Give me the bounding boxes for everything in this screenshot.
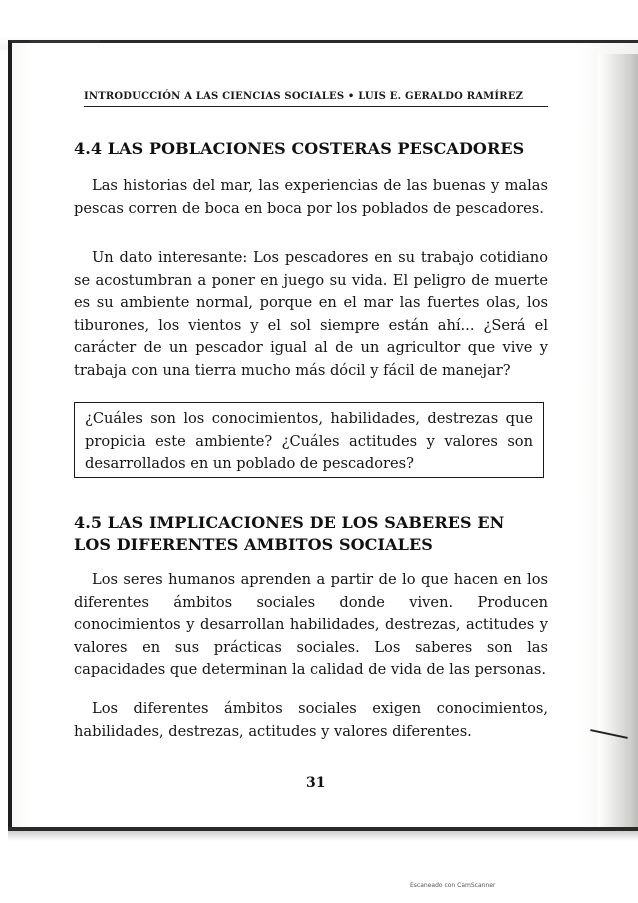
scanner-watermark: Escaneado con CamScanner [410, 882, 496, 889]
page-curl-shadow [598, 54, 638, 830]
section-4-4-paragraph-2: Un dato interesante: Los pescadores en su trabajo cotidiano se acostumbran a poner en juego su vida. El peligro de muerte es su ambiente normal, porque en el mar las fuertes olas, los tiburones, los vientos y el sol siempre están ahí... ¿Será el carácter de un pescador igual al de un agricultor que vive y trabaja con una tierra mucho más dócil y fácil de manejar? [74, 249, 548, 379]
section-4-5-title-line-1: 4.5 LAS IMPLICACIONES DE LOS SABERES EN [74, 513, 505, 532]
page-number: 31 [306, 775, 326, 791]
section-4-5-title-line-2: LOS DIFERENTES AMBITOS SOCIALES [74, 535, 433, 554]
section-4-4-paragraph-1: Las historias del mar, las experiencias de las buenas y malas pescas corren de boca en boca por los poblados de pescadores. [74, 177, 548, 217]
running-head-rule [84, 106, 548, 107]
scan-bottom-shadow [8, 831, 638, 841]
section-4-5-paragraph-2: Los diferentes ámbitos sociales exigen conocimientos, habilidades, destrezas, actitudes y valores diferentes. [74, 700, 548, 740]
section-4-4-title: 4.4 LAS POBLACIONES COSTERAS PESCADORES [74, 139, 525, 158]
section-4-5-paragraph-1: Los seres humanos aprenden a partir de lo que hacen en los diferentes ámbitos sociales donde viven. Producen conocimientos y desarrollan habilidades, destrezas, actitudes y valores en sus prácticas sociales. Los saberes son las capacidades que determinan la calidad de vida de las personas. [74, 571, 548, 678]
running-head: INTRODUCCIÓN A LAS CIENCIAS SOCIALES • LUIS E. GERALDO RAMÍREZ [84, 91, 524, 102]
page-top-edge [30, 40, 100, 43]
question-box: ¿Cuáles son los conocimientos, habilidades, destrezas que propicia este ambiente? ¿Cuáles actitudes y valores son desarrollados en un poblado de pescadores? [74, 402, 544, 478]
